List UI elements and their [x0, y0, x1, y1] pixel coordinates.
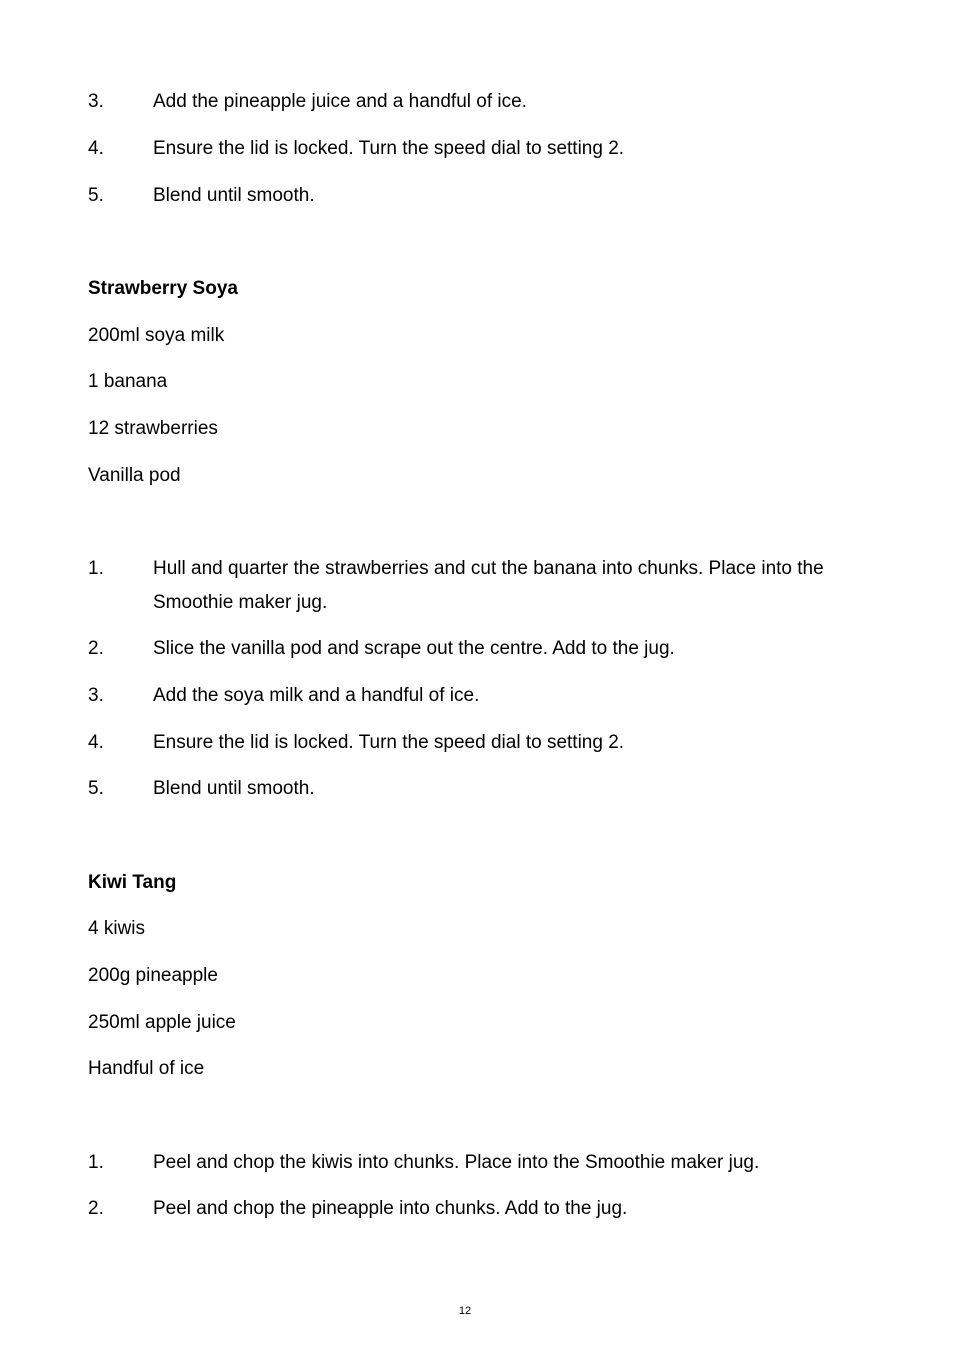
- ingredient-item: Handful of ice: [88, 1058, 205, 1079]
- step-text: Add the pineapple juice and a handful of ice.: [153, 91, 527, 112]
- step-number: 5.: [88, 778, 104, 799]
- step-item: [88, 137, 878, 166]
- step-item: [88, 684, 878, 713]
- step-number: 5.: [88, 185, 104, 206]
- step-text: Ensure the lid is locked. Turn the speed dial to setting 2.: [153, 138, 625, 159]
- ingredient-item: 250ml apple juice: [88, 1012, 236, 1033]
- ingredient-item: 12 strawberries: [88, 418, 218, 439]
- ingredient-item: 1 banana: [88, 371, 168, 392]
- step-text: Blend until smooth.: [153, 185, 315, 206]
- step-number: 3.: [88, 91, 104, 112]
- recipe-title: Kiwi Tang: [88, 872, 177, 893]
- step-text: Add the soya milk and a handful of ice.: [153, 685, 480, 706]
- step-text: Blend until smooth.: [153, 778, 315, 799]
- step-number: 1.: [88, 1152, 104, 1173]
- step-text: Peel and chop the pineapple into chunks. Add to the jug.: [153, 1198, 628, 1219]
- step-number: 4.: [88, 138, 104, 159]
- ingredient-item: 4 kiwis: [88, 918, 146, 939]
- step-item: [88, 557, 878, 620]
- ingredient-item: Vanilla pod: [88, 465, 181, 486]
- ingredient-item: 200g pineapple: [88, 965, 218, 986]
- step-text: Peel and chop the kiwis into chunks. Place into the Smoothie maker jug.: [153, 1152, 760, 1173]
- step-item: [88, 1151, 878, 1180]
- step-number: 2.: [88, 1198, 104, 1219]
- recipe-title: Strawberry Soya: [88, 278, 238, 299]
- step-number: 3.: [88, 685, 104, 706]
- ingredient-item: 200ml soya milk: [88, 325, 225, 346]
- step-number: 4.: [88, 732, 104, 753]
- step-number: 2.: [88, 638, 104, 659]
- step-text: Ensure the lid is locked. Turn the speed dial to setting 2.: [153, 732, 625, 753]
- step-text: Slice the vanilla pod and scrape out the centre. Add to the jug.: [153, 638, 675, 659]
- step-text: Hull and quarter the strawberries and cut the banana into chunks. Place into the Smoothie maker jug.: [153, 558, 824, 613]
- step-item: [88, 731, 878, 760]
- step-item: [88, 1197, 878, 1226]
- step-number: 1.: [88, 558, 104, 579]
- step-item: [88, 90, 878, 119]
- step-item: [88, 637, 878, 666]
- step-item: [88, 184, 878, 213]
- page-number: 12: [458, 1305, 472, 1317]
- step-item: [88, 777, 878, 806]
